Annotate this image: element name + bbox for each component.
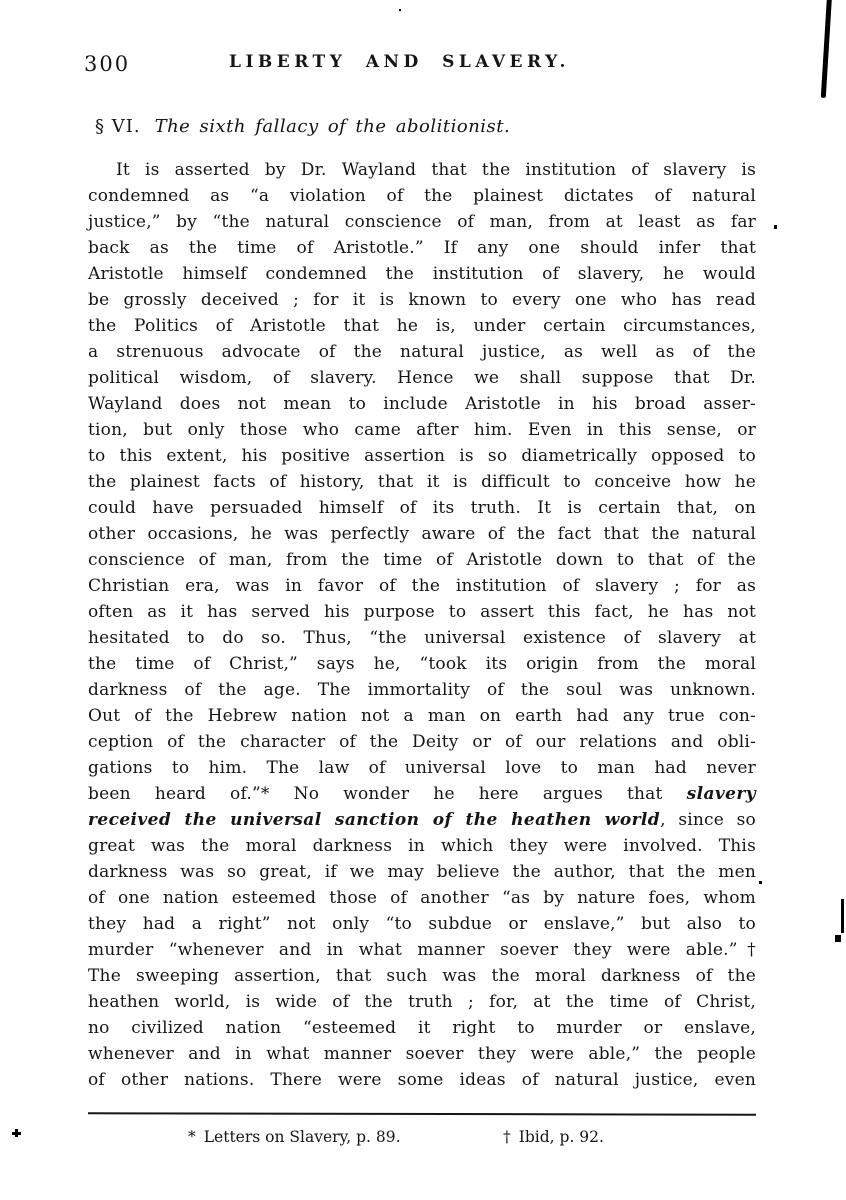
footnote (503, 1128, 604, 1146)
ink-mark-right-blob (835, 935, 841, 942)
text-line: other occasions, he was perfectly aware of the fact that the natural (88, 524, 756, 544)
page-number: 300 (84, 52, 131, 76)
footnote-text: Ibid, p. 92. (518, 1128, 604, 1146)
text-line: whenever and in what manner soever they were able,” the people (88, 1044, 756, 1064)
text-line: Wayland does not mean to include Aristotle in his broad asser- (88, 394, 756, 414)
text-line: darkness was so great, if we may believe the author, that the men (88, 862, 756, 882)
text-line: a strenuous advocate of the natural justice, as well as of the (88, 342, 756, 362)
text-line: political wisdom, of slavery. Hence we shall suppose that Dr. (88, 368, 756, 388)
section-label: § VI. (95, 116, 141, 137)
text-line: could have persuaded himself of its truth. It is certain that, on (88, 498, 756, 518)
footnote-text: Letters on Slavery, p. 89. (203, 1128, 401, 1146)
text-line: they had a right” not only “to subdue or enslave,” but also to (88, 914, 756, 934)
section-title: The sixth fallacy of the abolitionist. (154, 116, 511, 137)
ink-speck (399, 9, 401, 11)
text-line: tion, but only those who came after him. Even in this sense, or (88, 420, 756, 440)
text-line: great was the moral darkness in which they were involved. This (88, 836, 756, 856)
text-line: often as it has served his purpose to assert this fact, he has not (88, 602, 756, 622)
text-line: the time of Christ,” says he, “took its origin from the moral (88, 654, 756, 674)
text-line: back as the time of Aristotle.” If any one should infer that (88, 238, 756, 258)
text-line: murder “whenever and in what manner soever they were able.”† (88, 940, 756, 960)
footnote-rule (88, 1112, 756, 1115)
text-line: gations to him. The law of universal love to man had never (88, 758, 756, 778)
text-line: It is asserted by Dr. Wayland that the institution of slavery is (116, 160, 756, 180)
body-text (88, 157, 756, 1093)
text-line: be grossly deceived ; for it is known to every one who has read (88, 290, 756, 310)
ink-mark-right-line (841, 899, 844, 933)
text-line: justice,” by “the natural conscience of man, from at least as far (88, 212, 756, 232)
running-header: LIBERTY AND SLAVERY. (229, 52, 570, 72)
ink-speck (774, 225, 777, 229)
ink-mark-top-right (821, 0, 832, 98)
text-line: received the universal sanction of the heathen world, since so (88, 810, 756, 830)
text-line: of other nations. There were some ideas of natural justice, even (88, 1070, 756, 1090)
text-line: Christian era, was in favor of the institution of slavery ; for as (88, 576, 756, 596)
text-line: the plainest facts of history, that it is difficult to conceive how he (88, 472, 756, 492)
text-line: conscience of man, from the time of Aristotle down to that of the (88, 550, 756, 570)
text-line: Aristotle himself condemned the institution of slavery, he would (88, 264, 756, 284)
text-line: The sweeping assertion, that such was the moral darkness of the (88, 966, 756, 986)
footnote-marker: * (188, 1128, 196, 1146)
text-line: to this extent, his positive assertion is so diametrically opposed to (88, 446, 756, 466)
footnote-marker: † (503, 1128, 511, 1146)
text-line: of one nation esteemed those of another “as by nature foes, whom (88, 888, 756, 908)
ink-mark-cross (15, 1129, 18, 1137)
text-line: heathen world, is wide of the truth ; for, at the time of Christ, (88, 992, 756, 1012)
section-heading (95, 116, 510, 137)
text-line: been heard of.”* No wonder he here argues that slavery (88, 784, 756, 804)
text-line: Out of the Hebrew nation not a man on earth had any true con- (88, 706, 756, 726)
text-line: condemned as “a violation of the plainest dictates of natural (88, 186, 756, 206)
text-line: no civilized nation “esteemed it right to murder or enslave, (88, 1018, 756, 1038)
text-line: darkness of the age. The immortality of the soul was unknown. (88, 680, 756, 700)
ink-speck (759, 881, 762, 884)
text-line: ception of the character of the Deity or of our relations and obli- (88, 732, 756, 752)
text-line: the Politics of Aristotle that he is, under certain circumstances, (88, 316, 756, 336)
footnote (188, 1128, 401, 1146)
text-line: hesitated to do so. Thus, “the universal existence of slavery at (88, 628, 756, 648)
